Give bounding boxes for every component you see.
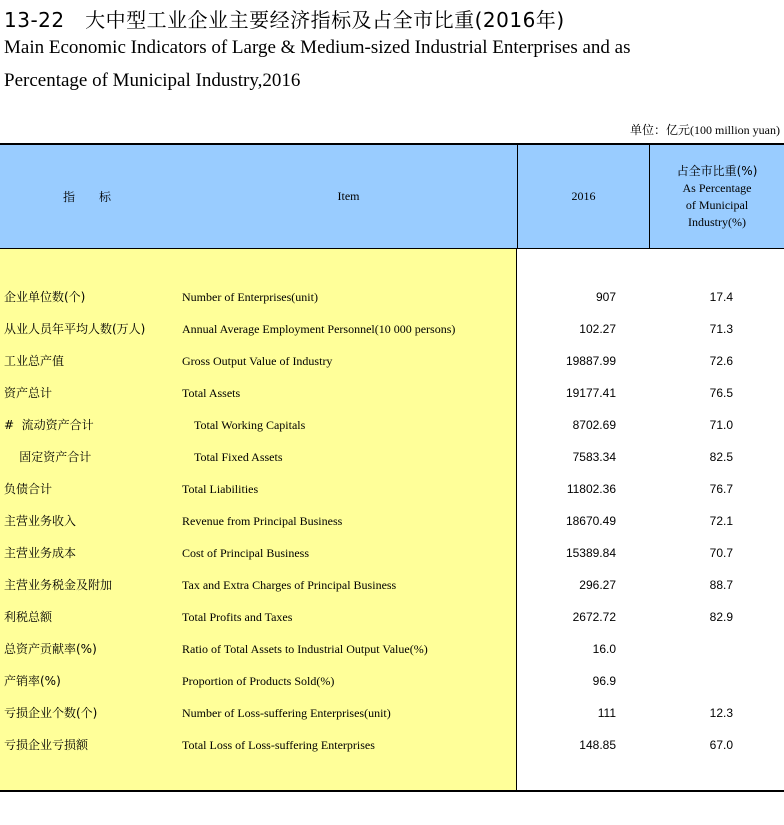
row-percentage: 17.4 xyxy=(709,290,733,304)
row-item-en: Total Assets xyxy=(182,386,241,400)
header-pct-cn: 占全市比重(%) xyxy=(676,163,758,178)
row-value-2016: 296.27 xyxy=(579,578,616,592)
bottom-rule xyxy=(0,790,784,792)
row-indicator-cn: 资产总计 xyxy=(4,386,53,400)
row-item-en: Total Liabilities xyxy=(182,482,259,496)
row-item-en: Annual Average Employment Personnel(10 000 persons) xyxy=(182,322,456,336)
row-item-en: Total Profits and Taxes xyxy=(182,610,293,624)
header-year: 2016 xyxy=(517,145,650,248)
row-indicator-cn: 企业单位数(个) xyxy=(4,290,86,304)
header-pct-en-1: As Percentage xyxy=(682,180,752,195)
table-row xyxy=(0,281,784,313)
header-indicator-cn: 指 标 xyxy=(62,190,117,204)
row-percentage: 88.7 xyxy=(709,578,733,592)
row-percentage: 67.0 xyxy=(709,738,733,752)
table-title-english-line2: Percentage of Municipal Industry,2016 xyxy=(4,70,301,91)
row-value-2016: 111 xyxy=(597,706,616,720)
table-row xyxy=(0,665,784,697)
header-percentage xyxy=(650,145,784,248)
table-row xyxy=(0,505,784,537)
row-item-en: Gross Output Value of Industry xyxy=(182,354,333,368)
table-row xyxy=(0,729,784,761)
row-indicator-cn: 主营业务成本 xyxy=(4,546,77,560)
row-percentage: 82.5 xyxy=(709,450,733,464)
row-indicator-cn: 总资产贡献率(%) xyxy=(4,642,97,656)
row-value-2016: 19177.41 xyxy=(565,386,616,400)
row-value-2016: 11802.36 xyxy=(566,482,616,496)
row-item-en: Proportion of Products Sold(%) xyxy=(182,674,335,688)
table-row xyxy=(0,377,784,409)
table-row xyxy=(0,569,784,601)
row-indicator-cn: 亏损企业亏损额 xyxy=(4,738,89,752)
row-indicator-cn: 产销率(%) xyxy=(4,674,61,688)
header-pct-en-3: Industry(%) xyxy=(688,214,746,229)
row-value-2016: 8702.69 xyxy=(572,418,616,432)
table-row xyxy=(0,313,784,345)
row-item-en: Tax and Extra Charges of Principal Business xyxy=(182,578,397,592)
row-indicator-cn: 工业总产值 xyxy=(4,354,65,368)
table-row xyxy=(0,345,784,377)
row-percentage: 70.7 xyxy=(709,546,733,560)
row-indicator-cn: 从业人员年平均人数(万人) xyxy=(4,322,146,336)
row-value-2016: 7583.34 xyxy=(572,450,616,464)
row-indicator-cn: 主营业务税金及附加 xyxy=(4,578,113,592)
table-row xyxy=(0,441,784,473)
row-value-2016: 102.27 xyxy=(579,322,616,336)
table-title-chinese: 13-22 大中型工业企业主要经济指标及占全市比重(2016年) xyxy=(4,8,565,32)
row-indicator-cn: 固定资产合计 xyxy=(4,450,92,464)
row-value-2016: 15389.84 xyxy=(565,546,616,560)
table-row xyxy=(0,537,784,569)
row-value-2016: 18670.49 xyxy=(565,514,616,528)
table-row xyxy=(0,633,784,665)
row-value-2016: 2672.72 xyxy=(572,610,616,624)
row-indicator-cn: # 流动资产合计 xyxy=(4,418,94,432)
row-value-2016: 19887.99 xyxy=(565,354,616,368)
row-percentage: 76.5 xyxy=(709,386,733,400)
row-item-en: Total Working Capitals xyxy=(194,418,306,432)
row-item-en: Number of Loss-suffering Enterprises(unit) xyxy=(182,706,391,720)
table-row xyxy=(0,601,784,633)
unit-label: 单位：亿元(100 million yuan) xyxy=(630,123,780,137)
row-indicator-cn: 主营业务收入 xyxy=(4,514,77,528)
row-item-en: Ratio of Total Assets to Industrial Output Value(%) xyxy=(182,642,428,656)
table-header xyxy=(0,143,784,249)
header-pct-en-2: of Municipal xyxy=(685,197,749,212)
row-percentage: 71.0 xyxy=(709,418,733,432)
row-value-2016: 96.9 xyxy=(592,674,616,688)
row-indicator-cn: 利税总额 xyxy=(4,610,53,624)
row-percentage: 82.9 xyxy=(709,610,733,624)
row-percentage: 72.1 xyxy=(709,514,733,528)
row-value-2016: 907 xyxy=(595,290,616,304)
row-percentage: 76.7 xyxy=(709,482,733,496)
row-item-en: Total Loss of Loss-suffering Enterprises xyxy=(182,738,375,752)
row-percentage: 12.3 xyxy=(709,706,733,720)
table-row xyxy=(0,697,784,729)
header-item-en: Item xyxy=(337,189,360,203)
table-title-english-line1: Main Economic Indicators of Large & Medium-sized Industrial Enterprises and as xyxy=(4,37,631,58)
row-percentage: 71.3 xyxy=(709,322,733,336)
row-percentage: 72.6 xyxy=(709,354,733,368)
table-row xyxy=(0,409,784,441)
row-value-2016: 16.0 xyxy=(592,642,616,656)
row-indicator-cn: 负债合计 xyxy=(4,482,53,496)
row-item-en: Number of Enterprises(unit) xyxy=(182,290,318,304)
row-item-en: Total Fixed Assets xyxy=(194,450,283,464)
row-item-en: Cost of Principal Business xyxy=(182,546,310,560)
row-value-2016: 148.85 xyxy=(579,738,616,752)
row-item-en: Revenue from Principal Business xyxy=(182,514,343,528)
row-indicator-cn: 亏损企业个数(个) xyxy=(4,706,98,720)
table-row xyxy=(0,473,784,505)
